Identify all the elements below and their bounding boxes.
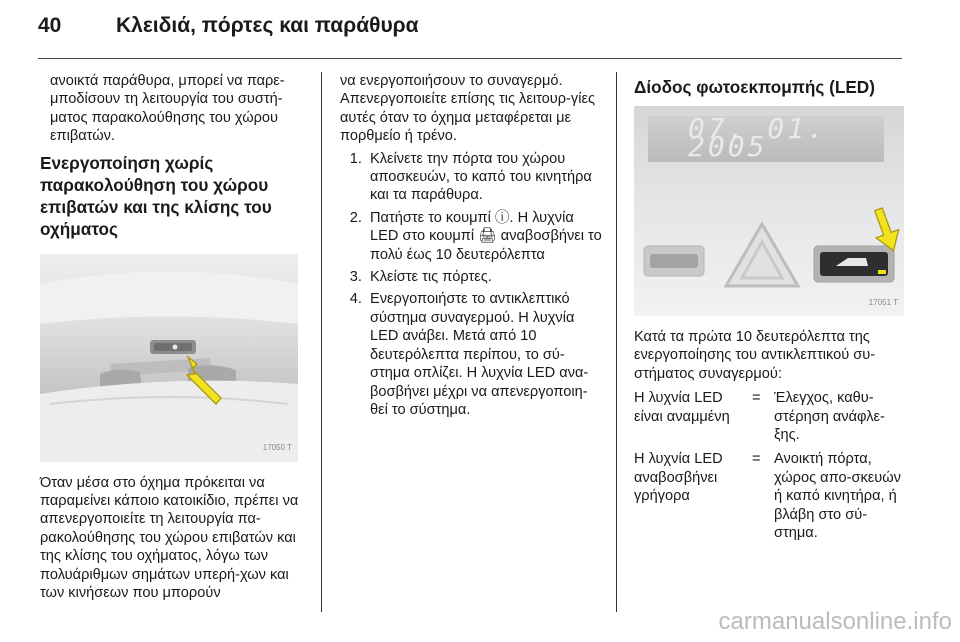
led-meaning: Ανοικτή πόρτα, χώρος απο-σκευών ή καπό κινητήρα, ή βλάβη στο σύ-στημα. — [774, 451, 901, 542]
led-status-table — [634, 389, 904, 542]
col1-intro-text: ανοικτά παράθυρα, μπορεί να παρε-μποδίσουν τη λειτουργία του συστή-ματος παρακολούθησης του χώρου επιβατών. — [50, 73, 285, 145]
step-1: 1. Κλείνετε την πόρτα του χώρου αποσκευών, το καπό του κινητήρα και τα παράθυρα. — [366, 150, 602, 205]
column-1 — [40, 72, 308, 602]
col2-intro-text: να ενεργοποιήσουν το συναγερμό. Απενεργοποιείτε επίσης τις λειτουρ-γίες αυτές όταν το όχημα μεταφέρεται με πορθμείο ή τρένο. — [340, 73, 595, 145]
col3-intro-text: Κατά τα πρώτα 10 δευτερόλεπτα της ενεργοποίησης του αντικλεπτικού συ-στήματος συναγερμού: — [634, 329, 876, 382]
column-divider-2 — [616, 72, 617, 612]
col1-body-text: Όταν μέσα στο όχημα πρόκειται να παραμείνει κάποιο κατοικίδιο, πρέπει να απενεργοποιείτε τη λειτουργία πα-ρακολούθησης του χώρου επιβατών και της κλίσης του οχήματος, λόγω των πολυάριθμων σημάτων υπερή-χων και των κινήσεων που μπορούν — [40, 474, 299, 602]
led-meaning: Έλεγχος, καθυ-στέρηση ανάφλε-ξης. — [774, 390, 885, 444]
page-header — [38, 14, 902, 54]
interior-ceiling-photo — [40, 254, 298, 462]
led-state: Η λυχνία LED αναβοσβήνει γρήγορα — [634, 451, 723, 505]
column-3 — [634, 72, 904, 548]
step-2: 2. Πατήστε το κουμπί ⓘ. Η λυχνία LED στο κουμπί 🖨 αναβοσβήνει το πολύ έως 10 δευτερόλεπτα — [366, 209, 602, 264]
page-title: Κλειδιά, πόρτες και παράθυρα — [116, 14, 419, 37]
led-state: Η λυχνία LED είναι αναμμένη — [634, 390, 730, 425]
ceiling-console-illustration — [40, 254, 298, 462]
display-date-text: 07. 01. 2005 — [688, 112, 828, 164]
dashboard-led-photo — [634, 106, 904, 316]
header-divider — [38, 58, 902, 59]
watermark: carmanualsonline.info — [718, 608, 952, 635]
equals-sign: = — [752, 451, 761, 468]
led-indicator-icon — [878, 270, 886, 274]
section-heading-no-monitoring: Ενεργοποίηση χωρίς παρακολούθηση του χώρου επιβατών και της κλίσης του οχήματος — [40, 152, 272, 239]
column-2 — [340, 72, 602, 423]
column-divider-1 — [321, 72, 322, 612]
image-code: 17050 T — [262, 443, 292, 453]
table-row — [634, 389, 904, 444]
equals-sign: = — [752, 390, 761, 407]
image-code: 17051 T — [868, 297, 898, 307]
step-4: 4. Ενεργοποιήστε το αντικλεπτικό σύστημα συναγερμού. Η λυχνία LED ανάβει. Μετά από 10 δευτερόλεπτα περίπου, το σύ-στημα οπλίζει. Η λυχνία LED ανα-βοσβήνει μέχρι να απενεργοποιη-θεί το σύστημα. — [366, 290, 602, 419]
activation-steps-list — [340, 150, 602, 420]
dashboard-buttons-illustration — [634, 106, 904, 316]
page-number: 40 — [38, 14, 62, 37]
step-3: 3. Κλείστε τις πόρτες. — [366, 268, 602, 286]
section-heading-led: Δίοδος φωτοεκπομπής (LED) — [634, 77, 875, 97]
table-row — [634, 450, 904, 542]
